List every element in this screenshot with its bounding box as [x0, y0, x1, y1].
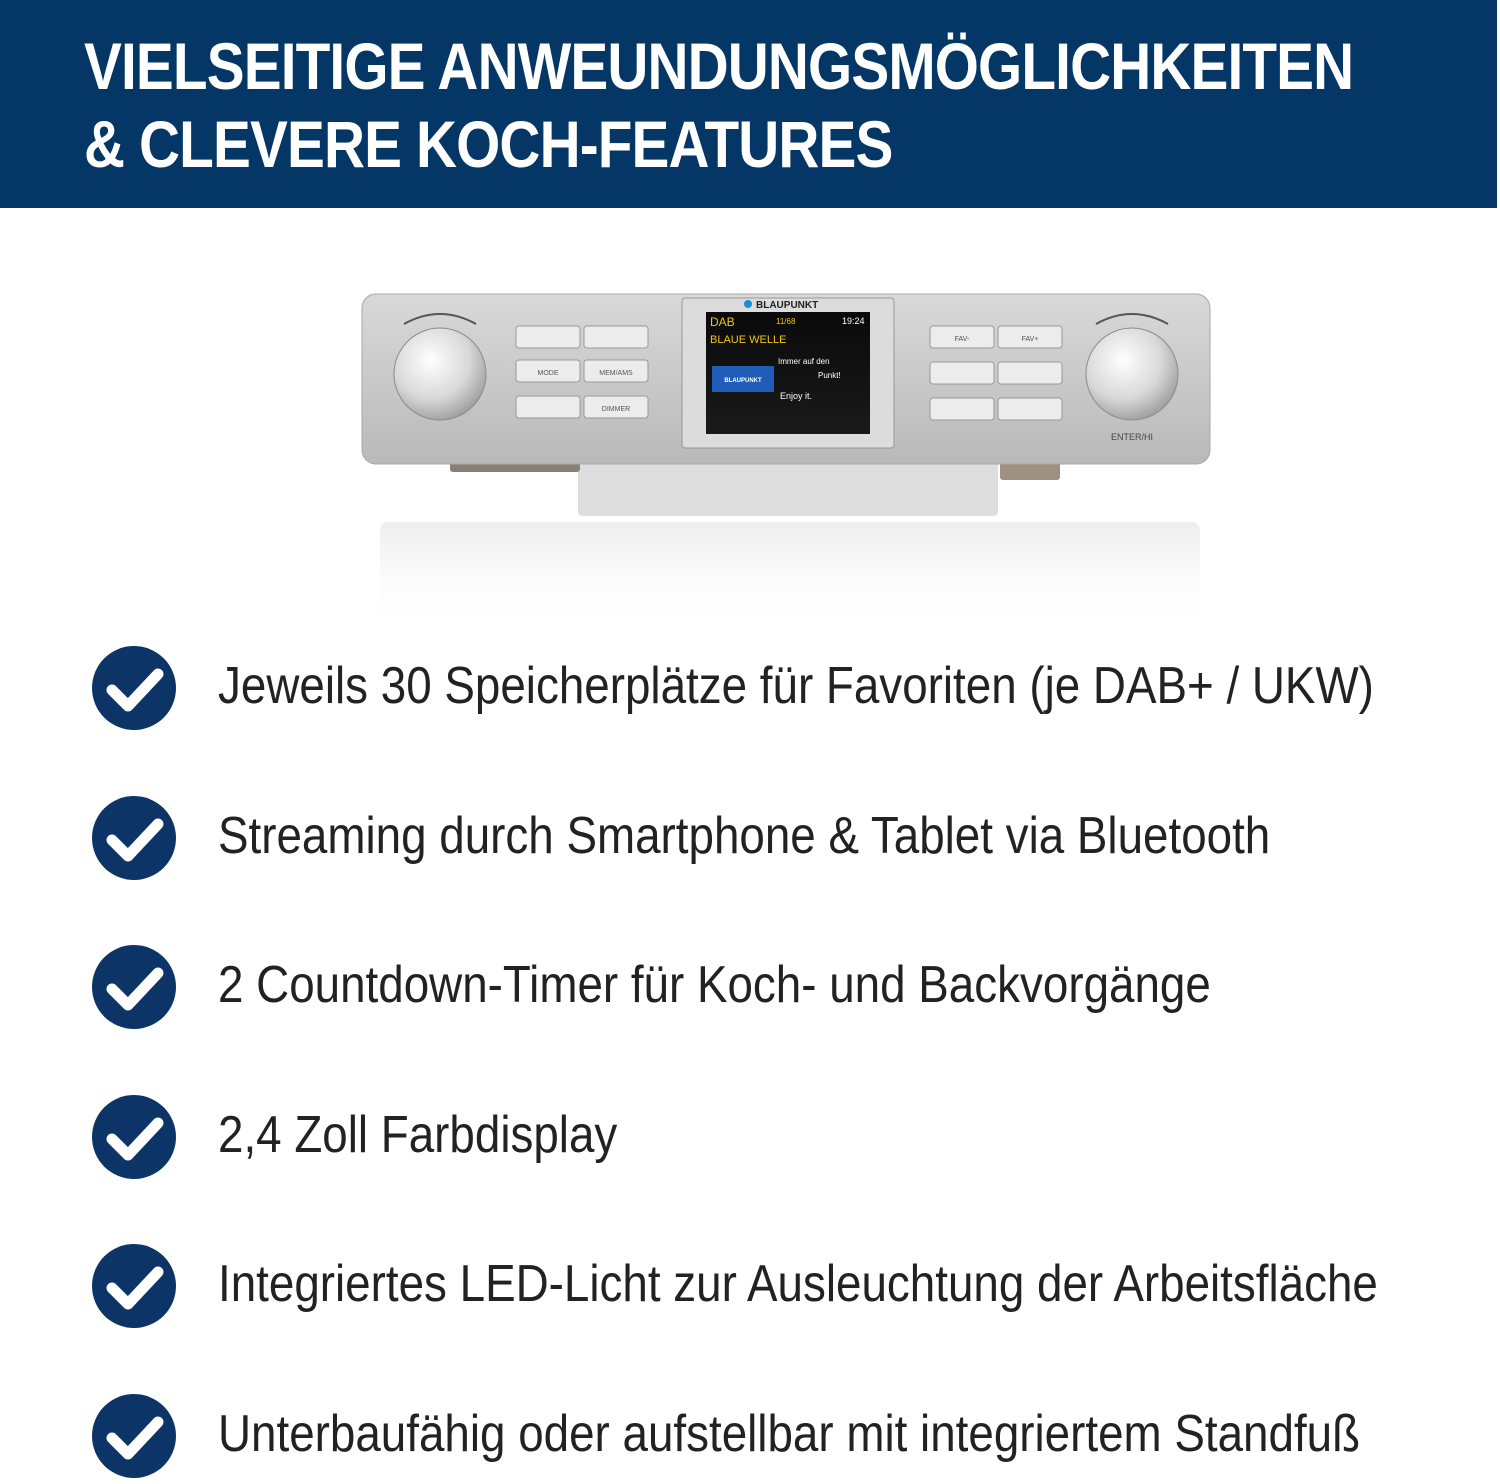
mode-button-label: MODE — [537, 370, 559, 377]
feature-text: 2 Countdown-Timer für Koch- und Backvorgänge — [218, 956, 1211, 1014]
display-station: BLAUE WELLE — [710, 334, 787, 346]
mem-ams-button-label: MEM/AMS — [599, 370, 633, 377]
feature-item — [92, 1095, 1472, 1185]
display-text1: Immer auf den — [778, 357, 830, 366]
display-logo: BLAUPUNKT — [724, 378, 762, 384]
brand-label: BLAUPUNKT — [756, 300, 819, 311]
display-time: 19:24 — [842, 316, 865, 326]
checkmark-icon — [92, 1244, 176, 1328]
feature-item — [92, 1244, 1472, 1334]
feature-item — [92, 796, 1472, 886]
display-channel: 11/68 — [776, 317, 796, 326]
fav-plus-label: FAV+ — [1021, 336, 1039, 343]
feature-item — [92, 646, 1472, 736]
kitchen-radio-image — [360, 290, 1212, 640]
feature-text: Jeweils 30 Speicherplätze für Favoriten (je DAB+ / UKW) — [218, 657, 1374, 715]
feature-text: Integriertes LED-Licht zur Ausleuchtung der Arbeitsfläche — [218, 1255, 1378, 1313]
feature-text: Unterbaufähig oder aufstellbar mit integriertem Standfuß — [218, 1405, 1361, 1463]
dimmer-button-label: DIMMER — [601, 406, 631, 413]
checkmark-icon — [92, 945, 176, 1029]
feature-item — [92, 1394, 1472, 1484]
display-text3: Enjoy it. — [780, 391, 813, 401]
feature-text: 2,4 Zoll Farbdisplay — [218, 1106, 618, 1164]
checkmark-icon — [92, 1394, 176, 1478]
header-title-line1: VIELSEITIGE ANWEUNDUNGSMÖGLICHKEITEN — [84, 29, 1354, 103]
fav-minus-label: FAV- — [954, 336, 970, 343]
checkmark-icon — [92, 796, 176, 880]
header-title-line2: & CLEVERE KOCH-FEATURES — [84, 107, 893, 181]
header-banner — [0, 0, 1497, 208]
feature-text: Streaming durch Smartphone & Tablet via Bluetooth — [218, 807, 1271, 865]
checkmark-icon — [92, 1095, 176, 1179]
feature-item — [92, 945, 1472, 1035]
display-band: DAB — [710, 315, 735, 329]
display-text2: Punkt! — [818, 371, 841, 380]
knob-label: ENTER/HI — [1110, 432, 1154, 442]
checkmark-icon — [92, 646, 176, 730]
